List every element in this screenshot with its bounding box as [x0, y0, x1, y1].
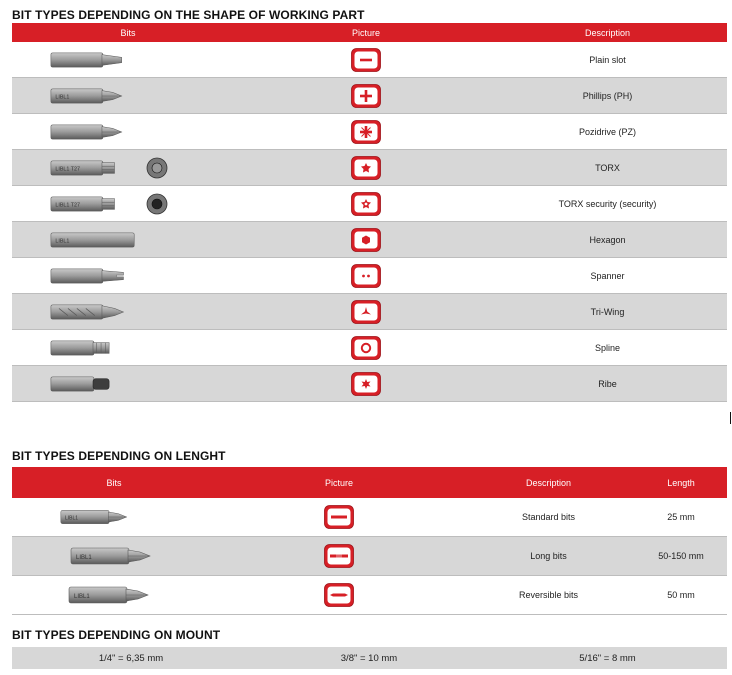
bit-image [12, 537, 216, 575]
section-title-shape: BIT TYPES DEPENDING ON THE SHAPE OF WORKING PART [12, 8, 365, 22]
shape-row [12, 78, 727, 113]
shape-row [12, 150, 727, 185]
header-bits: Bits [120, 27, 136, 38]
bit-description: Pozidrive (PZ) [578, 126, 636, 137]
bit-description: Hexagon [589, 234, 626, 245]
section-title-mount: BIT TYPES DEPENDING ON MOUNT [12, 628, 221, 642]
header-description: Description [525, 477, 572, 488]
bit-image [12, 294, 244, 329]
bit-description: Plain slot [589, 54, 626, 65]
bit-image [12, 366, 244, 401]
pozidrive-icon [351, 120, 381, 144]
svg-text:LIBL1 T27: LIBL1 T27 [55, 166, 81, 173]
bit-length: 50 mm [667, 590, 695, 600]
shape-table-header [12, 23, 727, 42]
bit-description: Phillips (PH) [582, 90, 633, 101]
torx-security-icon [351, 192, 381, 216]
shape-row [12, 42, 727, 77]
svg-text:LIBL1: LIBL1 [76, 555, 92, 561]
bit-image [12, 78, 244, 113]
header-description: Description [584, 27, 631, 38]
length-row [12, 498, 727, 536]
mount-value: 1/4" = 6,35 mm [98, 652, 164, 664]
svg-text:LIBL1 T27: LIBL1 T27 [55, 202, 81, 209]
svg-text:LIBL1: LIBL1 [55, 94, 70, 101]
long-bit-icon [324, 544, 354, 568]
svg-text:LIBL1: LIBL1 [74, 594, 90, 600]
standard-bit-icon [324, 505, 354, 529]
mount-value: 3/8" = 10 mm [340, 652, 398, 664]
bit-image [12, 42, 244, 77]
svg-text:LIBL1: LIBL1 [55, 238, 70, 245]
bit-image [12, 150, 244, 185]
header-picture: Picture [324, 477, 353, 488]
bit-description: Tri-Wing [590, 306, 625, 317]
bit-image [12, 258, 244, 293]
tri-wing-icon [351, 300, 381, 324]
plain-slot-icon [351, 48, 381, 72]
shape-row [12, 366, 727, 401]
length-table [12, 467, 727, 615]
header-length: Length [667, 477, 695, 488]
bit-description: TORX [595, 162, 620, 173]
bit-image [12, 186, 244, 221]
torx-icon [351, 156, 381, 180]
hexagon-icon [351, 228, 381, 252]
bit-description: Standard bits [521, 512, 576, 522]
shape-row [12, 294, 727, 329]
reversible-bit-icon [324, 583, 354, 607]
shape-row [12, 114, 727, 149]
shape-row [12, 258, 727, 293]
bit-description: TORX security (security) [558, 198, 657, 209]
bit-description: Reversible bits [518, 590, 579, 600]
shape-row [12, 330, 727, 365]
shape-row [12, 222, 727, 257]
bit-length: 25 mm [667, 512, 695, 522]
shape-row [12, 186, 727, 221]
bit-image [12, 330, 244, 365]
length-row [12, 537, 727, 575]
ribe-icon [351, 372, 381, 396]
bit-image [12, 576, 216, 614]
mount-value: 5/16" = 8 mm [579, 652, 636, 664]
spline-icon [351, 336, 381, 360]
bit-description: Spanner [590, 270, 625, 281]
section-title-length: BIT TYPES DEPENDING ON LENGHT [12, 449, 226, 463]
bit-image [12, 114, 244, 149]
bit-description: Long bits [530, 551, 567, 561]
header-picture: Picture [351, 27, 380, 38]
phillips-icon [351, 84, 381, 108]
svg-text:LIBL1: LIBL1 [65, 515, 79, 522]
text-cursor [730, 412, 731, 424]
bit-length: 50-150 mm [658, 551, 704, 561]
bit-description: Spline [594, 342, 621, 353]
spanner-icon [351, 264, 381, 288]
shape-table [12, 23, 727, 402]
length-table-header [12, 467, 727, 498]
length-row [12, 576, 727, 614]
mount-row [12, 647, 727, 669]
header-bits: Bits [106, 477, 122, 488]
bit-image [12, 498, 216, 536]
bit-image [12, 222, 244, 257]
bit-description: Ribe [598, 378, 617, 389]
